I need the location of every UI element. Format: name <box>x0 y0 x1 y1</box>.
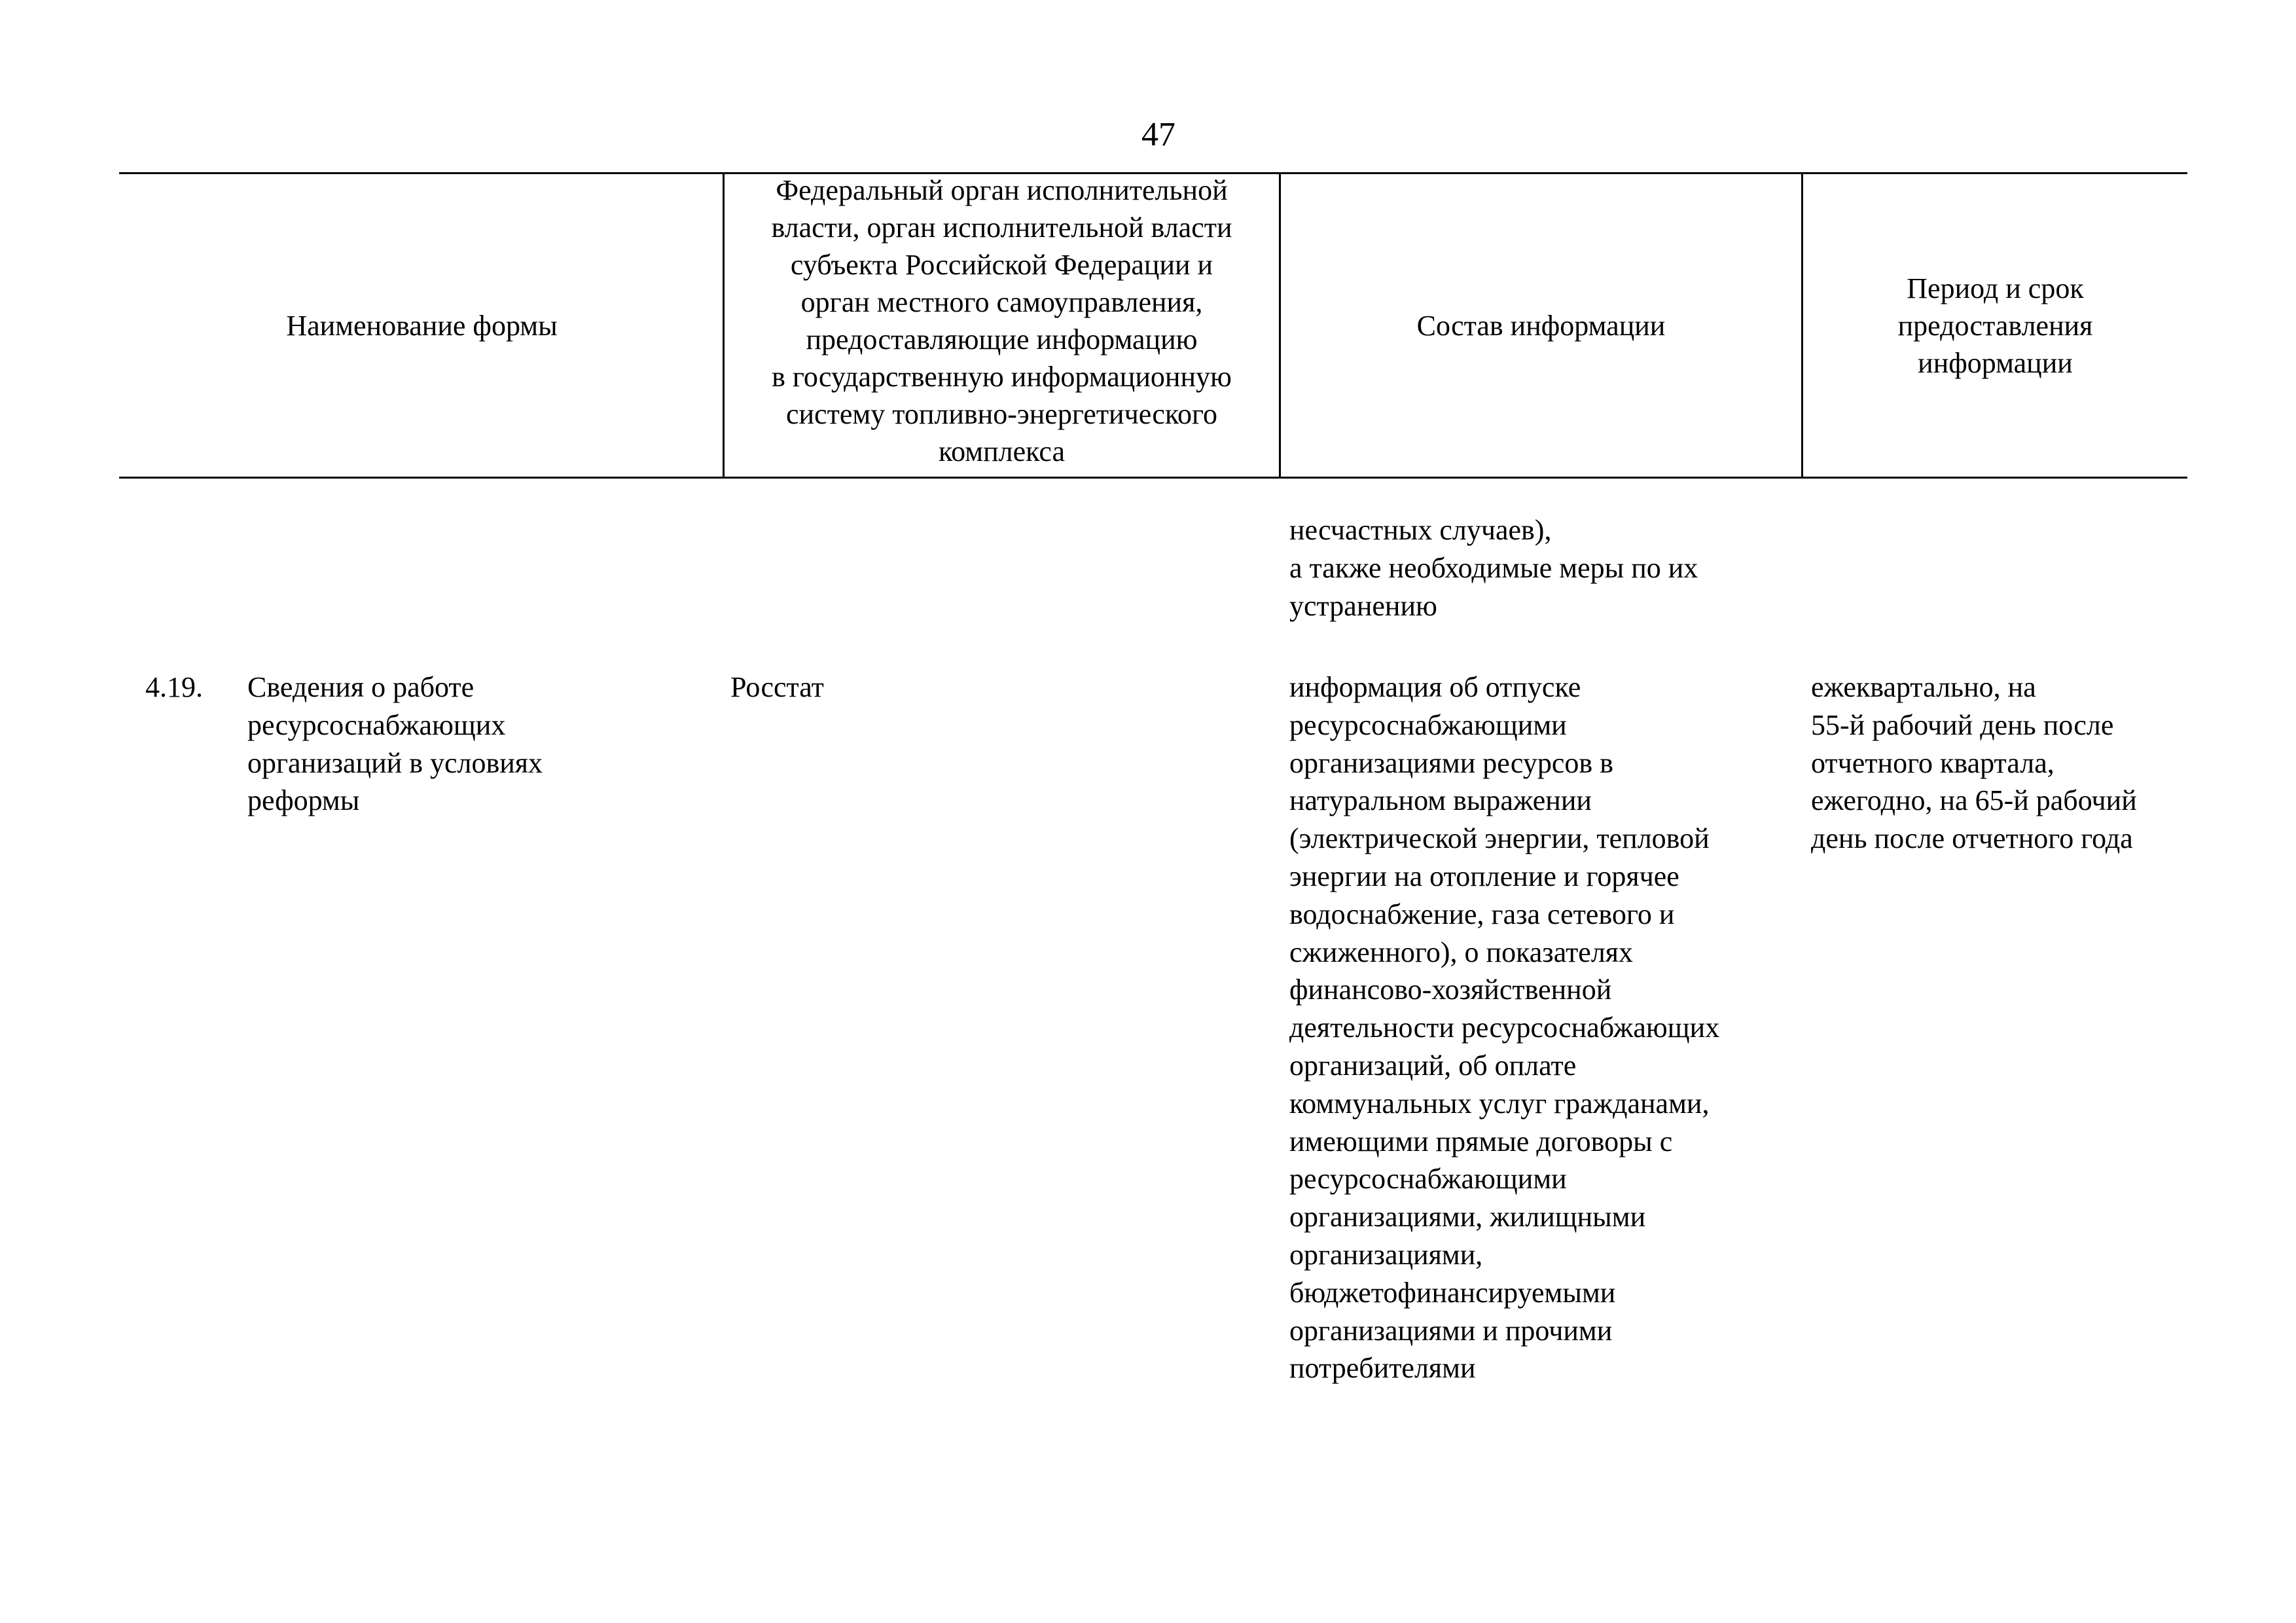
continuation-content: несчастных случаев), а также необходимые меры по их устранению <box>1289 514 1698 622</box>
header-content-text: Состав информации <box>1416 309 1666 342</box>
header-content <box>1281 174 1801 477</box>
header-form-name <box>121 174 723 477</box>
table-header-bottom-rule <box>119 477 2187 479</box>
row-authority: Росстат <box>730 671 824 703</box>
row-period: ежеквартально, на 55-й рабочий день после отчетного квартала, ежегодно, на 65-й рабочий день после отчетного года <box>1811 671 2137 855</box>
header-authority <box>725 172 1279 477</box>
page-number: 47 <box>1141 116 1175 153</box>
row-content: информация об отпуске ресурсоснабжающими организациями ресурсов в натуральном выражении (электрической энергии, тепловой энергии на отопление и горячее водоснабжение, газа сетевого и сжиженного), о показателях финансово-хозяйственной деятельности ресурсоснабжающих организаций, об оплате коммунальных услуг гражданами, имеющими прямые договоры с ресурсоснабжающими организациями, жилищными организациями, бюджетофинансируемыми организациями и прочими потребителями <box>1289 671 1720 1385</box>
header-form-name-text: Наименование формы <box>286 309 558 342</box>
row-number: 4.19. <box>145 671 203 703</box>
row-form-name: Сведения о работе ресурсоснабжающих организаций в условиях реформы <box>247 671 543 817</box>
header-authority-text: Федеральный орган исполнительной власти, орган исполнительной власти субъекта Российской Федерации и орган местного самоуправления, предоставляющие информацию в государственную информационную систему топливно-энергетического комплекса <box>771 174 1232 467</box>
header-period <box>1803 174 2187 477</box>
header-period-text: Период и срок предоставления информации <box>1897 272 2093 379</box>
